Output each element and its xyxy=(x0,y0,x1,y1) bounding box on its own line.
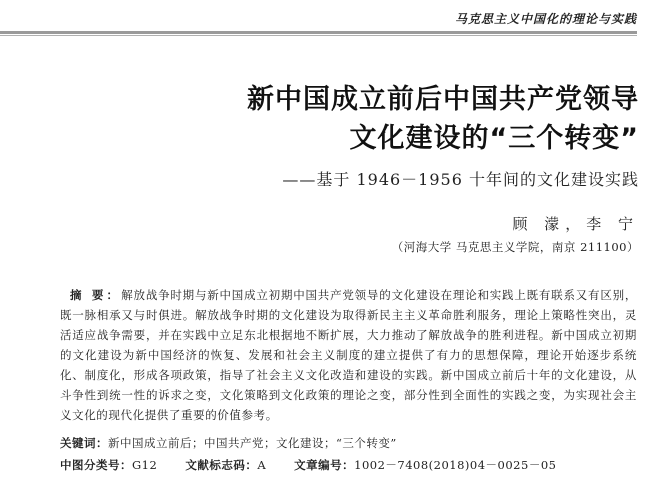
title-line-2: 文化建设的“三个转变” xyxy=(349,123,639,154)
clc-value: G12 xyxy=(132,458,158,472)
keywords xyxy=(60,435,397,451)
article-no-label: 文章编号： xyxy=(294,458,355,472)
keywords-text: 新中国成立前后；中国共产党；文化建设；“三个转变” xyxy=(108,436,397,450)
keywords-label: 关键词： xyxy=(60,436,108,450)
abstract-label: 摘 要： xyxy=(70,288,122,302)
doc-code-value: A xyxy=(257,458,267,472)
article-no-value: 1002－7408(2018)04－0025－05 xyxy=(354,458,557,472)
classification-line xyxy=(60,457,556,473)
header-rule xyxy=(0,31,637,34)
article-title xyxy=(247,80,639,158)
title-line-1: 新中国成立前后中国共产党领导 xyxy=(247,84,639,115)
doc-code-label: 文献标志码： xyxy=(185,458,258,472)
running-head: 马克思主义中国化的理论与实践 xyxy=(454,12,637,26)
article-subtitle: ——基于 1946－1956 十年间的文化建设实践 xyxy=(282,170,639,189)
abstract-text: 解放战争时期与新中国成立初期中国共产党领导的文化建设在理论和实践上既有联系又有区别，既一脉相承又与时俱进。解放战争时期的文化建设为取得新民主主义革命胜利服务，理论上策略性突出，灵活适应战争需要，并在实践中立足东北根据地不断扩展，大力推动了解放战争的胜利进程。新中国成立初期的文化建设为新中国经济的恢复、发展和社会主义制度的建立提供了有力的思想保障，理论开始逐步系统化、制度化，形成各项政策，指导了社会主义文化改造和建设的实践。新中国成立前后十年的文化建设，从斗争性到统一性的诉求之变，文化策略到文化政策的理论之变，部分性到全面性的实践之变，为实现社会主义文化的现代化提供了重要的价值参考。 xyxy=(60,288,637,422)
clc-label: 中图分类号： xyxy=(60,458,132,472)
header-rule-thin xyxy=(0,35,637,36)
abstract xyxy=(60,285,637,425)
authors: 顾 濛，李 宁 xyxy=(512,215,639,233)
affiliation: （河海大学 马克思主义学院，南京 211100） xyxy=(391,240,639,254)
